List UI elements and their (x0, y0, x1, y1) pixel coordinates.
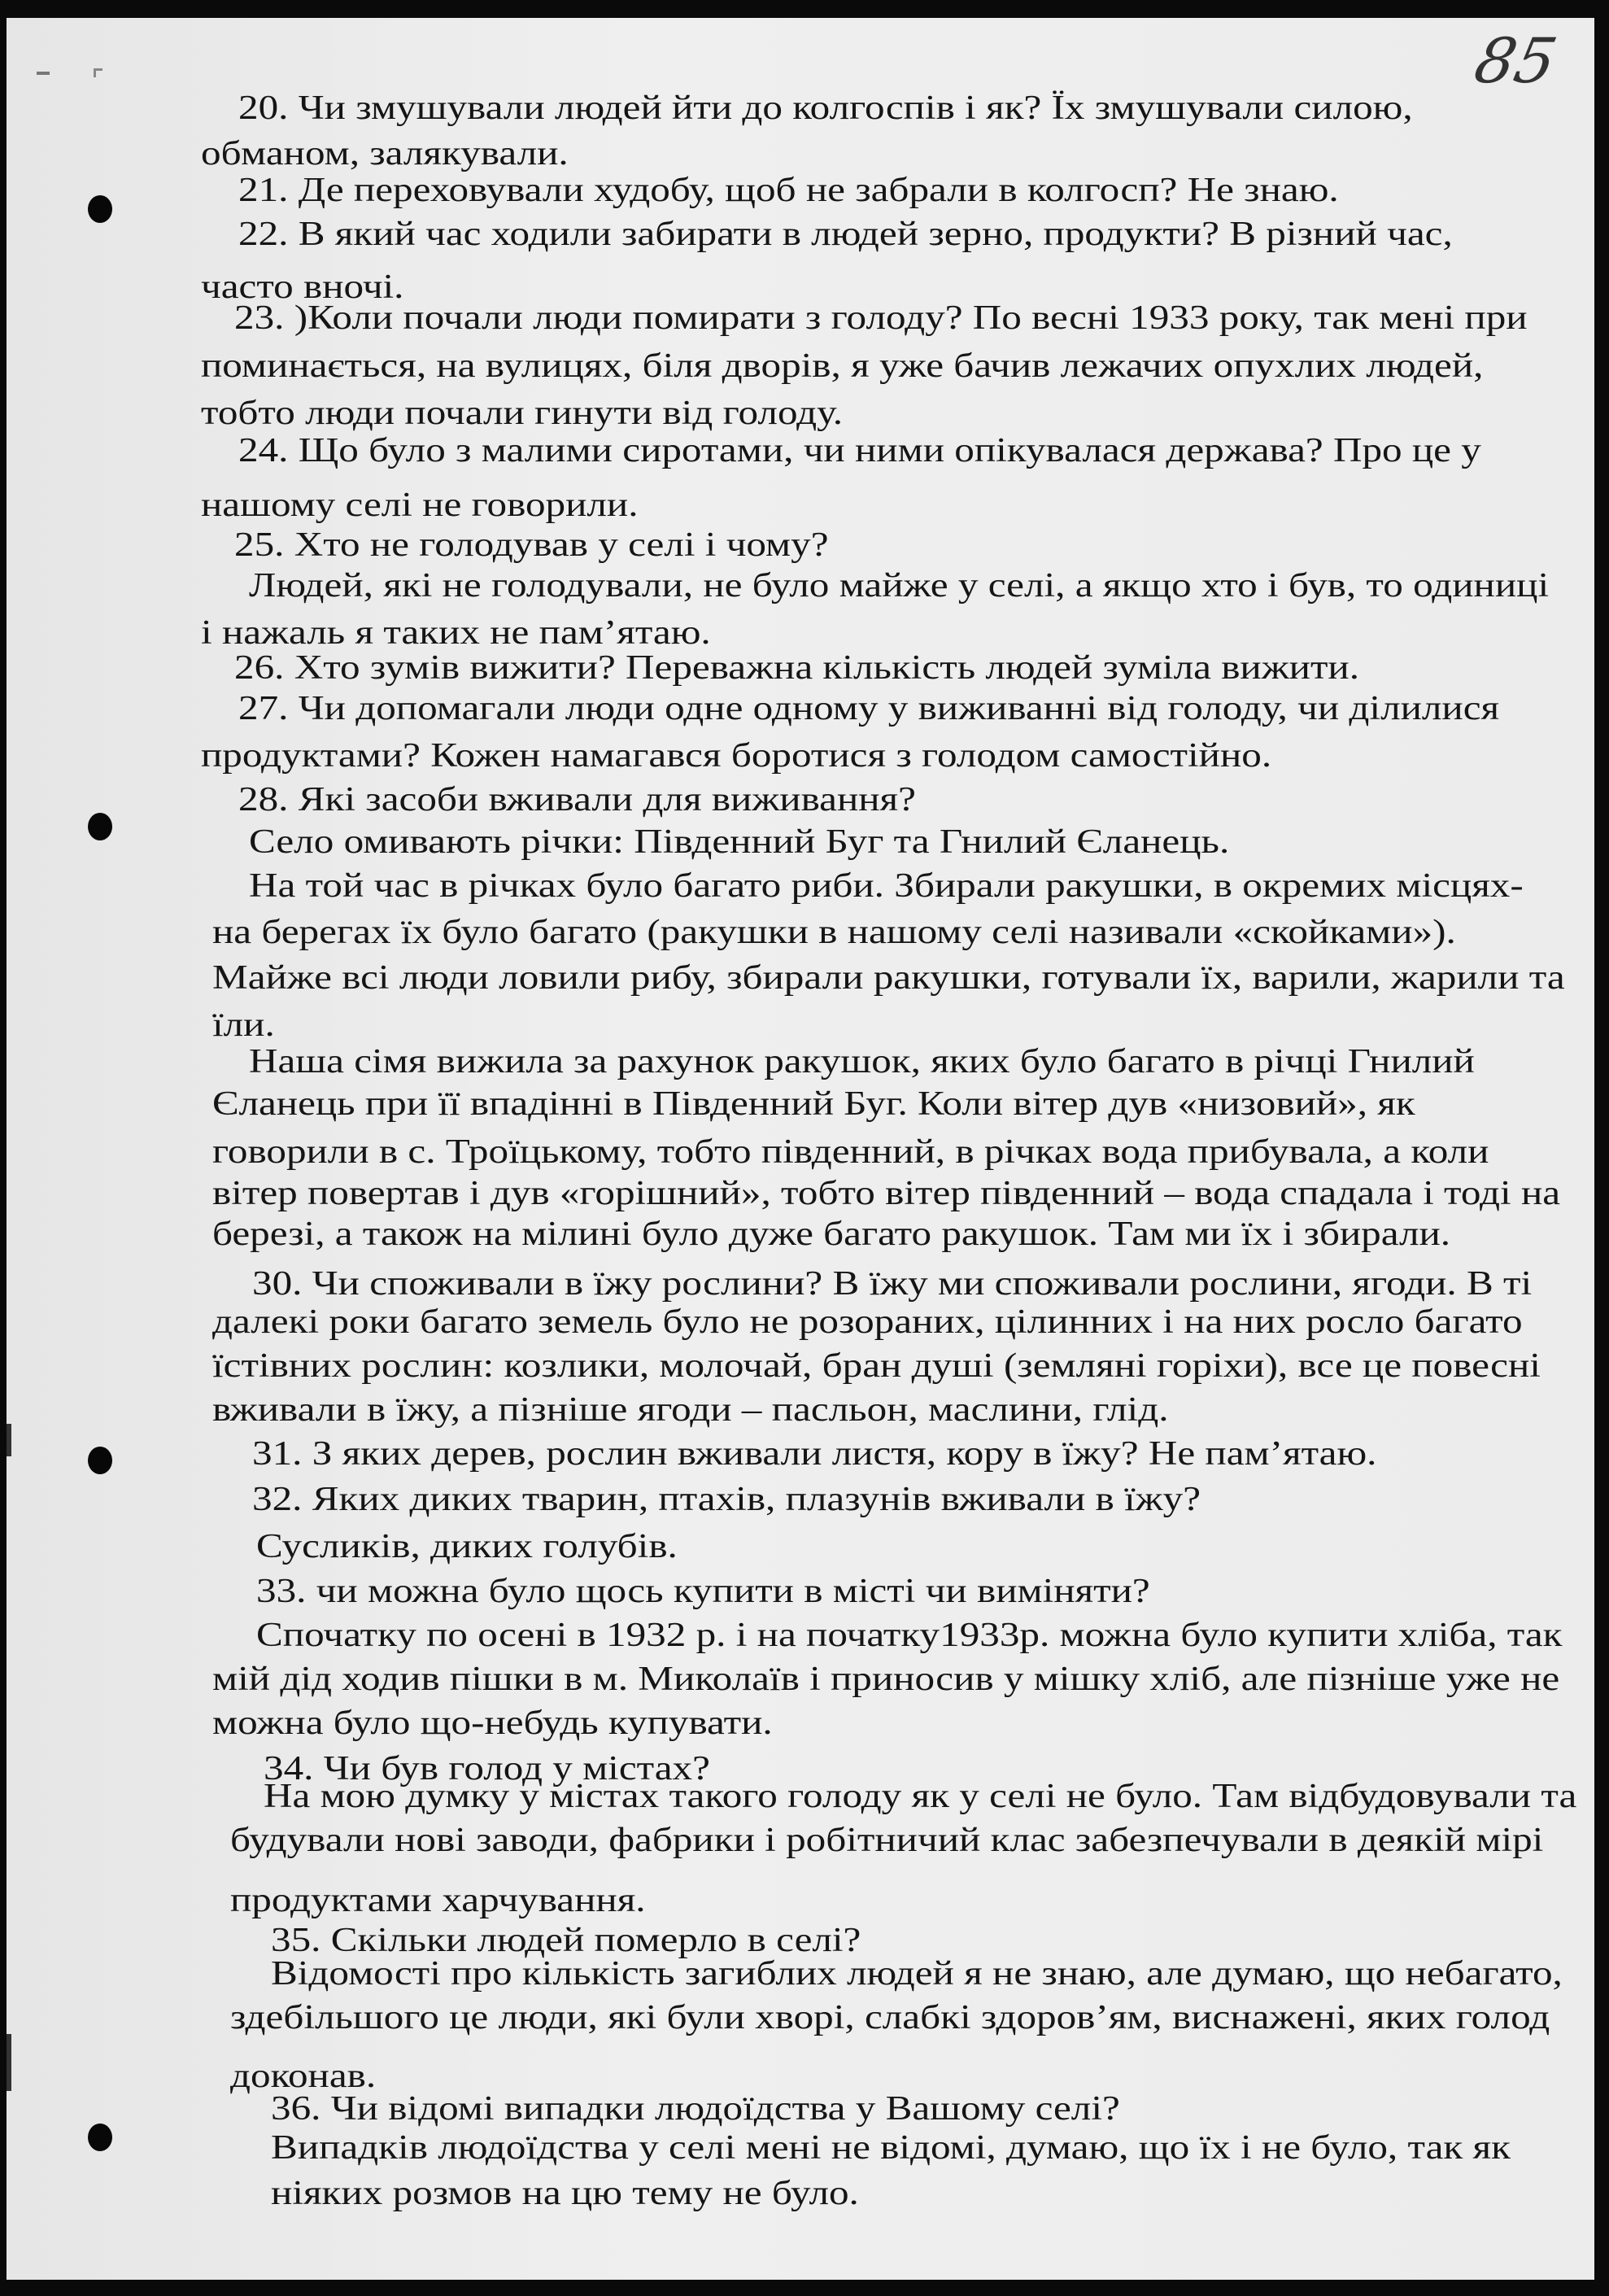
text-line: Єланець при її впадінні в Південний Буг. Коли вітер дув «низовий», як (212, 1085, 1415, 1123)
text-line: Спочатку по осені в 1932 р. і на початку1933р. можна було купити хліба, так (256, 1617, 1563, 1654)
text-line: їли. (212, 1006, 275, 1044)
text-line: 34. Чи був голод у містах? (264, 1750, 710, 1787)
text-line: Сусликів, диких голубів. (256, 1528, 678, 1565)
text-line: доконав. (230, 2058, 377, 2095)
text-line: 21. Де переховували худобу, щоб не забрали в колгосп? Не знаю. (238, 172, 1339, 209)
text-line: 24. Що було з малими сиротами, чи ними опікувалася держава? Про це у (238, 432, 1481, 469)
text-line: На мою думку у містах такого голоду як у селі не було. Там відбудовували та (264, 1778, 1577, 1815)
text-line: Село омивають річки: Південний Буг та Гнилий Єланець. (249, 823, 1230, 861)
text-line: поминається, на вулицях, біля дворів, я уже бачив лежачих опухлих людей, (201, 347, 1484, 385)
text-line: далекі роки багато земель було не розораних, цілинних і на них росло багато (212, 1303, 1523, 1341)
text-line: будували нові заводи, фабрики і робітничий клас забезпечували в деякій мірі (230, 1822, 1544, 1859)
text-line: 20. Чи змушували людей йти до колгоспів і як? Їх змушували силою, (238, 89, 1413, 127)
punch-hole (88, 813, 112, 840)
text-line: 26. Хто зумів вижити? Переважна кількість людей зуміла вижити. (234, 649, 1360, 687)
text-line: їстівних рослин: козлики, молочай, бран душі (земляні горіхи), все це повесні (212, 1347, 1541, 1385)
text-line: здебільшого це люди, які були хворі, слабкі здоров’ям, виснажені, яких голод (230, 1999, 1550, 2036)
handwritten-page-number: 85 (1468, 24, 1563, 97)
text-line: мій дід ходив пішки в м. Миколаїв і приносив у мішку хліб, але пізніше уже не (212, 1661, 1560, 1698)
text-line: 30. Чи споживали в їжу рослини? В їжу ми споживали рослини, ягоди. В ті (252, 1265, 1533, 1303)
text-line: 23. )Коли почали люди помирати з голоду? По весні 1933 року, так мені при (234, 299, 1528, 337)
text-line: 32. Яких диких тварин, птахів, плазунів вживали в їжу? (252, 1481, 1201, 1518)
text-line: 27. Чи допомагали люди одне одному у виживанні від голоду, чи ділилися (238, 690, 1500, 727)
text-line: вітер повертав і дув «горішний», тобто вітер південний – вода спадала і тоді на (212, 1175, 1561, 1212)
text-line: продуктами? Кожен намагався боротися з голодом самостійно. (201, 737, 1272, 775)
text-line: обманом, залякували. (201, 135, 569, 172)
punch-hole (88, 195, 112, 223)
text-line: Людей, які не голодували, не було майже у селі, а якщо хто і був, то одиниці (249, 567, 1550, 605)
text-line: 35. Скільки людей померло в селі? (271, 1922, 861, 1959)
text-line: березі, а також на мілині було дуже багато ракушок. Там ми їх і збирали. (212, 1216, 1451, 1253)
text-line: 33. чи можна було щось купити в місті чи виміняти? (256, 1573, 1150, 1610)
punch-hole (88, 2124, 112, 2151)
text-line: можна було що-небудь купувати. (212, 1705, 773, 1742)
text-line: Наша сімя вижила за рахунок ракушок, яких було багато в річці Гнилий (249, 1043, 1475, 1080)
text-line: нашому селі не говорили. (201, 487, 639, 524)
text-line: вживали в їжу, а пізніше ягоди – пасльон, маслини, глід. (212, 1391, 1169, 1429)
text-line: Випадків людоїдства у селі мені не відомі, думаю, що їх і не було, так як (271, 2129, 1511, 2167)
text-line: 25. Хто не голодував у селі і чому? (234, 526, 829, 564)
text-line: 22. В який час ходили забирати в людей зерно, продукти? В різний час, (238, 216, 1453, 253)
text-line: говорили в с. Троїцькому, тобто південний, в річках вода прибувала, а коли (212, 1133, 1489, 1171)
text-line: 36. Чи відомі випадки людоїдства у Вашому селі? (271, 2090, 1120, 2128)
text-line: На той час в річках було багато риби. Збирали ракушки, в окремих місцях- (249, 867, 1524, 905)
text-line: тобто люди почали гинути від голоду. (201, 395, 844, 432)
text-line: ніяких розмов на цю тему не було. (271, 2175, 859, 2212)
text-line: продуктами харчування. (230, 1882, 646, 1919)
text-line: часто вночі. (201, 268, 404, 306)
edge-mark (7, 2034, 11, 2091)
text-line: 28. Які засоби вживали для виживання? (238, 781, 916, 818)
text-line: Відомості про кількість загиблих людей я не знаю, але думаю, що небагато, (271, 1955, 1563, 1993)
scan-mark (37, 72, 50, 75)
scan-mark (94, 68, 102, 77)
edge-mark (7, 1424, 11, 1456)
text-line: на берегах їх було багато (ракушки в нашому селі називали «скойками»). (212, 914, 1456, 951)
text-line: 31. З яких дерев, рослин вживали листя, кору в їжу? Не пам’ятаю. (252, 1435, 1377, 1473)
punch-hole (88, 1447, 112, 1474)
text-line: Майже всі люди ловили рибу, збирали ракушки, готували їх, варили, жарили та (212, 959, 1565, 997)
text-line: і нажаль я таких не пам’ятаю. (201, 614, 711, 652)
